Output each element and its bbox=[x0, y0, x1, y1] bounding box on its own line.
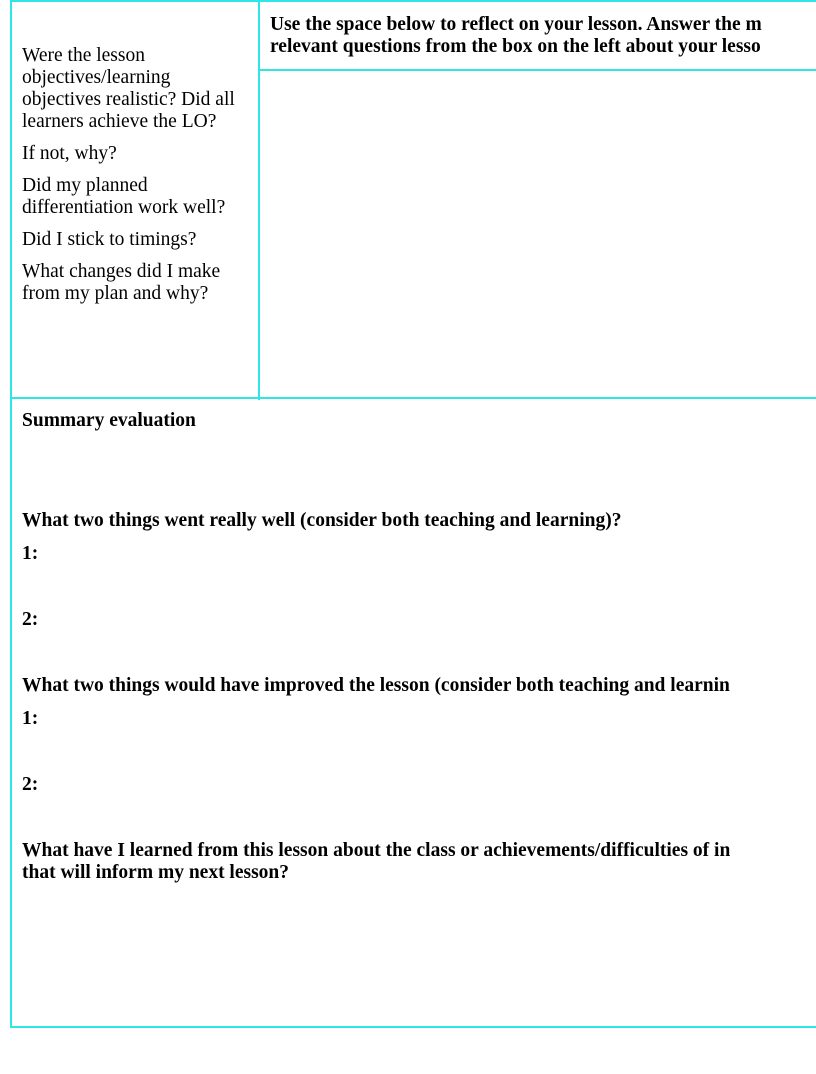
improve-question: What two things would have improved the lesson (consider both teaching and learnin bbox=[22, 675, 730, 696]
improve-item-2: 2: bbox=[22, 774, 39, 795]
reflection-answer-area[interactable] bbox=[262, 73, 814, 395]
reflection-prompt-line-1: Use the space below to reflect on your lesson. Answer the m bbox=[270, 14, 762, 35]
question-objectives: Were the lesson objectives/learning objectives realistic? Did all learners achieve the LO? bbox=[22, 45, 235, 132]
learned-question-line-2: that will inform my next lesson? bbox=[22, 862, 290, 883]
table-border-section-divider bbox=[10, 397, 816, 399]
question-differentiation: Did my planned differentiation work well? bbox=[22, 175, 226, 218]
table-border-left bbox=[10, 0, 12, 1028]
went-well-question: What two things went really well (consider both teaching and learning)? bbox=[22, 510, 622, 531]
table-border-top bbox=[10, 0, 816, 2]
reflection-questions-box bbox=[22, 45, 254, 315]
table-border-column-divider bbox=[258, 0, 260, 400]
went-well-item-1: 1: bbox=[22, 543, 39, 564]
went-well-item-2: 2: bbox=[22, 609, 39, 630]
reflection-prompt-line-2: relevant questions from the box on the left about your lesso bbox=[270, 36, 761, 57]
summary-heading: Summary evaluation bbox=[22, 410, 196, 431]
question-if-not: If not, why? bbox=[22, 143, 117, 164]
question-changes: What changes did I make from my plan and why? bbox=[22, 261, 221, 304]
table-border-bottom bbox=[10, 1026, 816, 1028]
learned-question-line-1: What have I learned from this lesson about the class or achievements/difficulties of in bbox=[22, 840, 731, 861]
question-timings: Did I stick to timings? bbox=[22, 229, 197, 250]
table-border-header-divider bbox=[258, 69, 816, 71]
improve-item-1: 1: bbox=[22, 708, 39, 729]
reflection-prompt bbox=[270, 14, 816, 58]
